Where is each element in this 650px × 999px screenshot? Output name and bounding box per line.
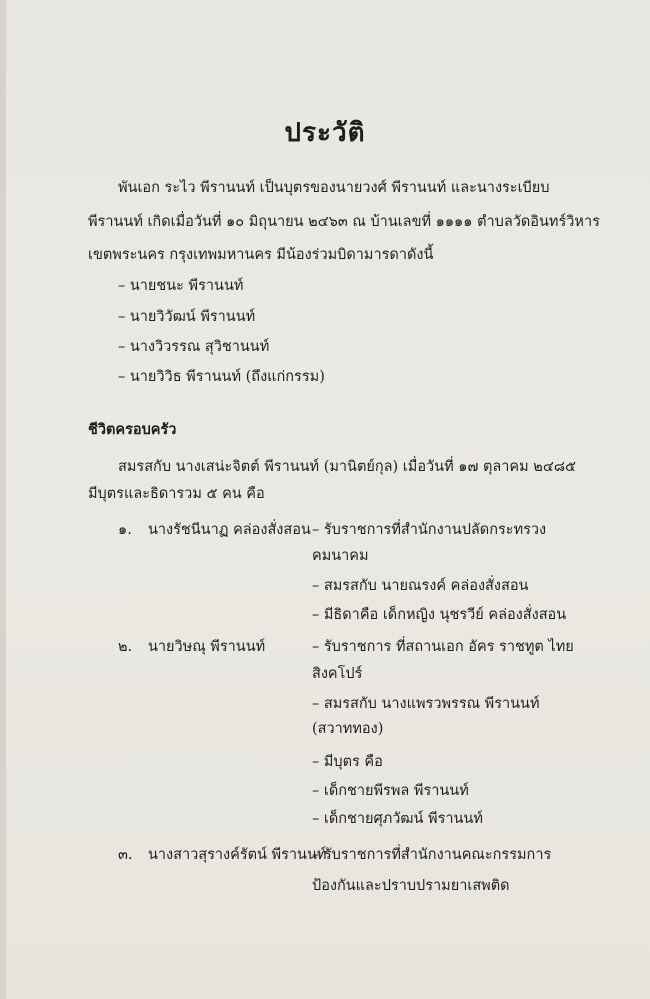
child-detail: – สมรสกับ นางแพรวพรรณ พีรานนท์ [312,696,540,712]
sibling-item: – นางวิวรรณ สุวิชานนท์ [118,339,270,355]
child-detail: (สวาททอง) [312,721,384,737]
child-detail: – รับราชการที่สำนักงานคณะกรรมการ [312,847,552,863]
family-line-1: สมรสกับ นางเสน่ะจิตต์ พีรานนท์ (มานิตย์กุล) เมื่อวันที่ ๑๗ ตุลาคม ๒๔๘๕ [118,459,576,475]
child-detail: คมนาคม [312,548,369,564]
sibling-item: – นายชนะ พีรานนท์ [118,278,244,294]
child-detail: – สมรสกับ นายณรงค์ คล่องสั่งสอน [312,578,529,594]
child-detail: สิงคโปร์ [312,666,363,682]
sibling-item: – นายวิวัฒน์ พีรานนท์ [118,309,256,325]
child-number: ๒. [118,639,133,655]
family-heading: ชีวิตครอบครัว [88,421,177,438]
sibling-item: – นายวิวิธ พีรานนท์ (ถึงแก่กรรม) [118,369,325,385]
family-line-2: มีบุตรและธิดารวม ๕ คน คือ [88,486,265,502]
intro-line-1: พันเอก ระไว พีรานนท์ เป็นบุตรของนายวงศ์ พีรานนท์ และนางระเบียบ [118,180,550,196]
intro-line-2: พีรานนท์ เกิดเมื่อวันที่ ๑๐ มิถุนายน ๒๔๖๓ ณ บ้านเลขที่ ๑๑๑๑ ตำบลวัดอินทร์วิหาร [88,214,600,230]
page-title: ประวัติ [284,118,366,148]
child-number: ๑. [118,522,132,538]
child-number: ๓. [118,847,133,863]
child-detail: – มีบุตร คือ [312,754,383,770]
child-detail: – เด็กชายศุภวัฒน์ พีรานนท์ [312,811,483,827]
child-detail: – รับราชการ ที่สถานเอก อัคร ราชทูต ไทย [312,639,574,655]
intro-line-3: เขตพระนคร กรุงเทพมหานคร มีน้องร่วมบิดามารดาดังนี้ [88,247,434,263]
child-name: นางรัชนีนาฏ คล่องสั่งสอน [148,522,311,538]
child-name: นายวิษณุ พีรานนท์ [148,639,266,655]
child-detail: – รับราชการที่สำนักงานปลัดกระทรวง [312,522,547,538]
child-name: นางสาวสุรางค์รัตน์ พีรานนท์ [148,847,327,863]
child-detail: – มีธิดาคือ เด็กหญิง นุชรวีย์ คล่องสั่งสอน [312,607,567,623]
child-detail: – เด็กชายพีรพล พีรานนท์ [312,783,469,799]
child-detail: ป้องกันและปราบปรามยาเสพติด [312,878,510,894]
